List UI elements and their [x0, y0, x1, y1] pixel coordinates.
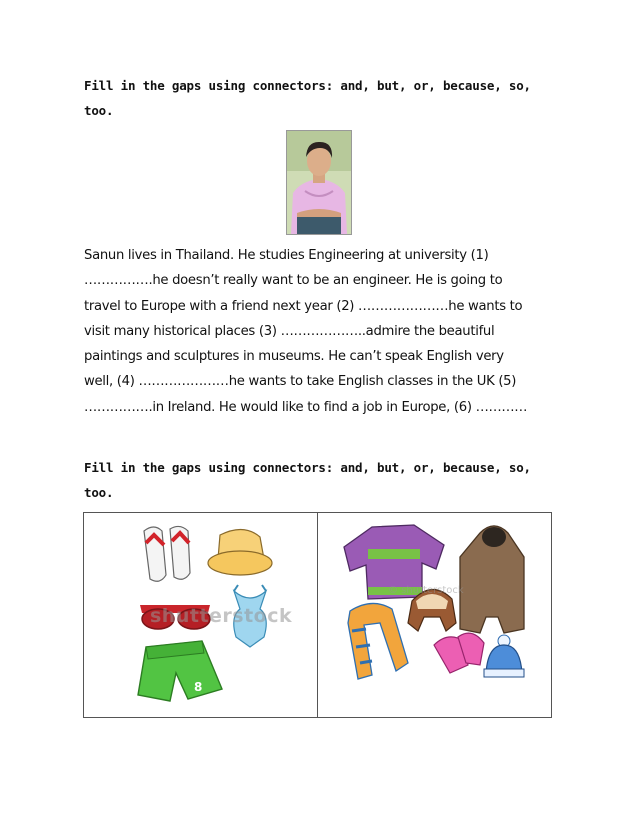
summer-clothes-cell	[84, 513, 318, 717]
sun-hat-icon	[208, 529, 272, 575]
passage-line-2: …………….he doesn’t really want to be an engineer. He is going to	[84, 273, 503, 289]
exercise-2-instruction: Fill in the gaps using connectors: and, but, or, because, so, too.	[84, 460, 531, 500]
passage-line-7: …………….in Ireland. He would like to find a job in Europe, (6) …………	[84, 399, 528, 415]
passage-line-3: travel to Europe with a friend next year (2) …………………he wants to	[84, 298, 523, 314]
scarf-icon	[348, 603, 408, 679]
flip-flops-icon	[144, 526, 190, 581]
winter-clothes-cell	[318, 513, 551, 717]
passage-line-1: Sanun lives in Thailand. He studies Engineering at university (1)	[84, 248, 489, 263]
passage-line-5: paintings and sculptures in museums. He can’t speak English very	[84, 349, 504, 365]
coat-icon	[460, 526, 524, 633]
story-passage	[84, 243, 554, 420]
gloves-icon	[434, 633, 484, 673]
passage-line-4: visit many historical places (3) ………………..admire the beautiful	[84, 323, 495, 339]
beanie-icon	[484, 635, 524, 677]
shorts-number: 8	[194, 680, 203, 694]
watermark-left: shutterstock	[150, 605, 293, 627]
shorts-icon	[138, 641, 222, 701]
passage-line-6: well, (4) …………………he wants to take English classes in the UK (5)	[84, 374, 517, 390]
watermark-right: © shutterstock	[388, 585, 464, 596]
winter-clothes-illustration	[318, 513, 552, 719]
portrait-illustration	[287, 131, 351, 234]
clothes-image-table	[83, 512, 552, 718]
exercise-1-instruction: Fill in the gaps using connectors: and, but, or, because, so, too.	[84, 78, 531, 118]
portrait-photo	[286, 130, 352, 235]
